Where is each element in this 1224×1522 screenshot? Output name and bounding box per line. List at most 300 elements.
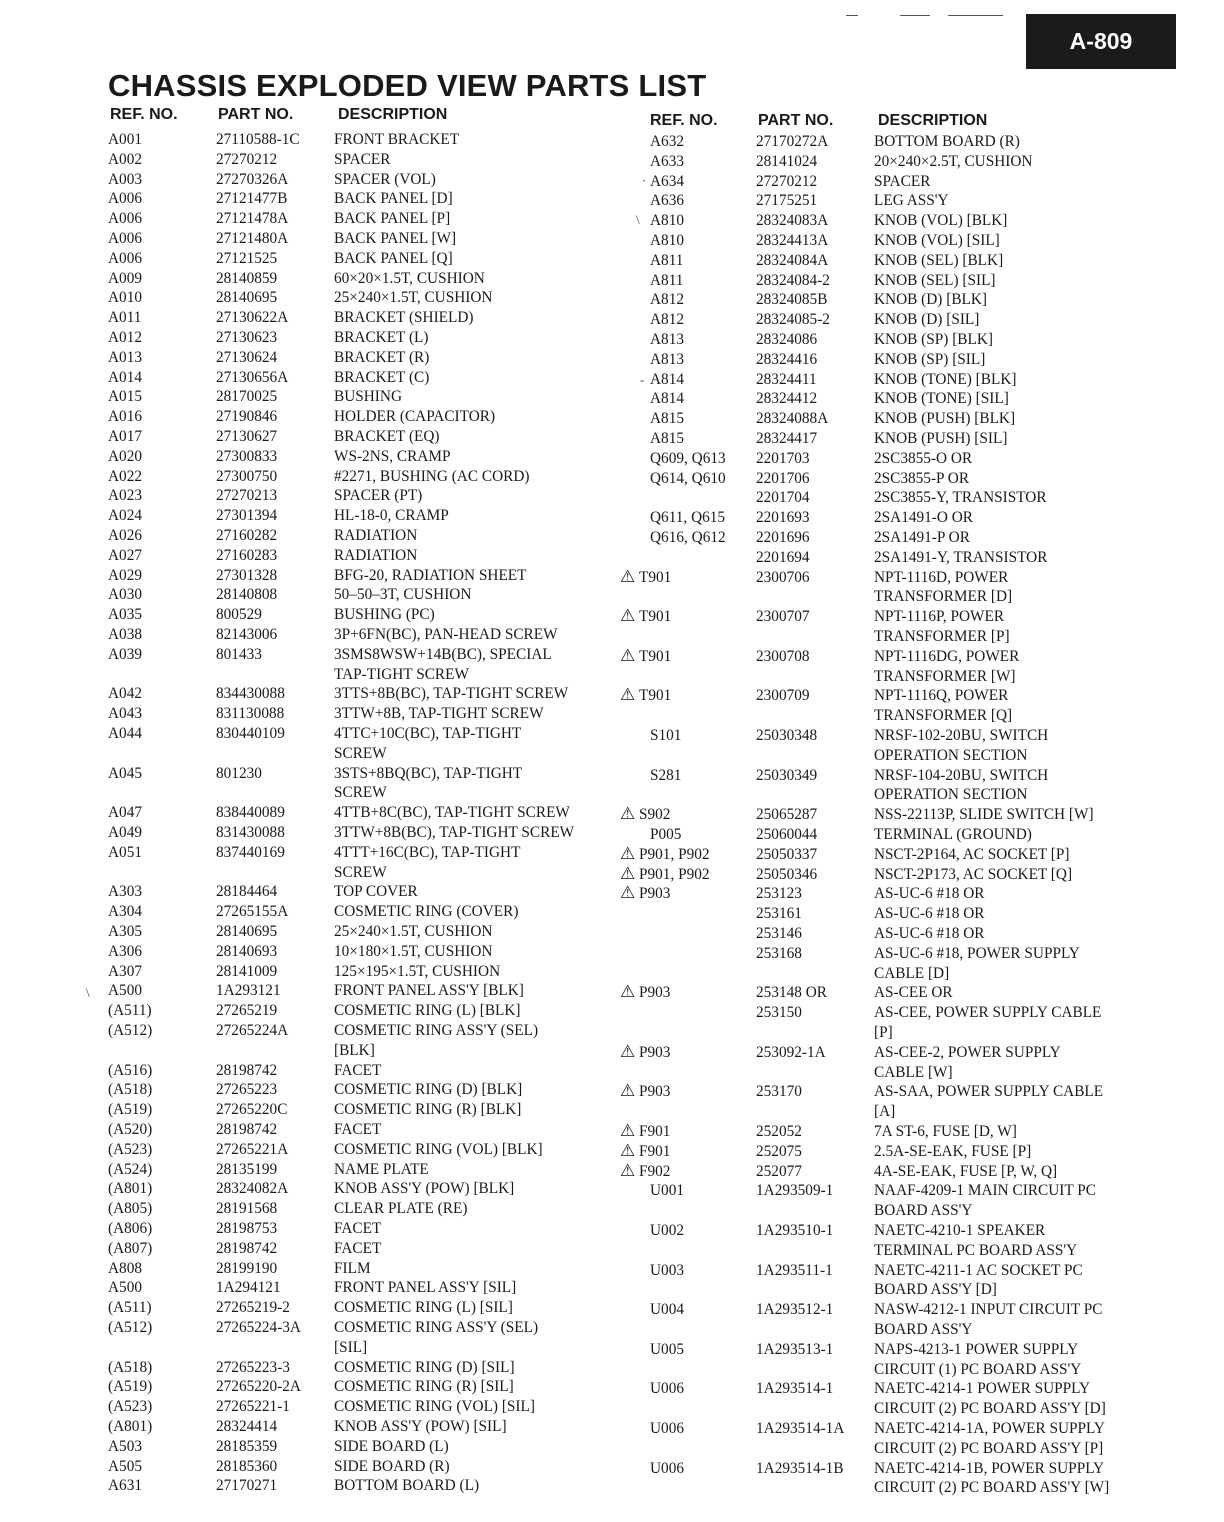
ref-no-cell	[108, 1397, 152, 1417]
caution-triangle-icon: ⚠	[620, 804, 636, 825]
ref-no-text: A633	[650, 152, 684, 170]
ref-no-text: A503	[108, 1437, 142, 1455]
description-cell: SIDE BOARD (R)	[334, 1457, 450, 1475]
ref-no-text: (A801)	[108, 1180, 153, 1198]
part-no-cell: 27130624	[216, 348, 278, 366]
part-no-cell: 27130656A	[216, 368, 289, 386]
part-no-cell: 28140695	[216, 289, 278, 307]
description-cell: RADIATION	[334, 527, 418, 544]
table-row	[612, 568, 1212, 608]
ref-no-text: P901, P902	[639, 865, 710, 883]
ref-no-text: P903	[639, 984, 671, 1002]
description-cell: COSMETIC RING ASS'Y (SEL) [SIL]	[334, 1319, 539, 1356]
ref-no-text: A044	[108, 725, 142, 742]
part-no-cell: 2201696	[756, 529, 810, 546]
caution-triangle-icon: ⚠	[620, 1121, 636, 1141]
part-no-cell: 27301394	[216, 507, 278, 525]
ref-no-text: F902	[639, 1162, 671, 1180]
ref-no-text: Q611, Q615	[650, 509, 726, 527]
ref-no-cell	[108, 1437, 142, 1457]
ref-no-cell	[108, 209, 142, 229]
description-cell: #2271, BUSHING (AC CORD)	[334, 467, 530, 485]
part-no-cell: 25030348	[756, 727, 818, 744]
ref-no-text: (A523)	[108, 1140, 153, 1158]
ref-no-cell	[108, 387, 142, 407]
description-cell: KNOB (PUSH) [BLK]	[874, 410, 1016, 428]
description-cell: AS-UC-6 #18 OR	[874, 905, 985, 923]
ref-no-cell	[650, 231, 684, 251]
part-no-cell: 28324082A	[216, 1180, 289, 1198]
part-no-cell: 82143006	[216, 626, 278, 643]
description-cell: BACK PANEL [W]	[334, 230, 457, 247]
ref-no-cell	[650, 191, 684, 211]
ref-no-cell	[108, 843, 142, 863]
ref-no-text: A010	[108, 289, 142, 307]
part-no-cell: 1A293514-1	[756, 1380, 834, 1398]
description-cell: AS-CEE, POWER SUPPLY CABLE [P]	[874, 1004, 1102, 1041]
ref-no-text: A027	[108, 546, 142, 564]
ref-no-cell	[650, 1300, 684, 1320]
table-row	[612, 1221, 1212, 1261]
ref-no-text: A024	[108, 507, 142, 525]
ref-no-cell	[620, 647, 671, 667]
table-row	[612, 1181, 1212, 1221]
ref-no-text: U006	[650, 1380, 684, 1398]
ref-no-text: (A524)	[108, 1160, 153, 1178]
ref-no-text: P903	[639, 1043, 671, 1061]
part-no-cell: 252075	[756, 1142, 802, 1160]
ref-no-text: U003	[650, 1261, 684, 1279]
description-cell: 7A ST-6, FUSE [D, W]	[874, 1123, 1017, 1140]
ref-no-cell	[108, 605, 142, 625]
description-cell: 4TTB+8C(BC), TAP-TIGHT SCREW	[334, 804, 570, 822]
ref-no-cell	[650, 172, 684, 192]
ref-no-text: A306	[108, 942, 142, 960]
ref-no-cell	[108, 1259, 142, 1279]
ref-no-cell	[108, 803, 142, 823]
description-cell: SPACER	[874, 172, 931, 190]
description-cell: FRONT BRACKET	[334, 131, 460, 148]
ref-no-text: A029	[108, 566, 142, 584]
part-no-cell: 28185360	[216, 1457, 278, 1475]
ref-no-text: (A520)	[108, 1121, 153, 1138]
description-cell: NSCT-2P173, AC SOCKET [Q]	[874, 865, 1073, 883]
description-cell: 3STS+8BQ(BC), TAP-TIGHT SCREW	[334, 764, 523, 802]
top-rule	[900, 15, 930, 16]
description-cell: NAPS-4213-1 POWER SUPPLY CIRCUIT (1) PC BOARD ASS'Y	[874, 1340, 1082, 1378]
ref-no-text: (A805)	[108, 1200, 153, 1218]
caution-triangle-icon: ⚠	[620, 1160, 636, 1181]
part-no-cell: 27300833	[216, 447, 278, 465]
ref-no-cell	[108, 684, 142, 704]
ref-no-text: A001	[108, 131, 142, 148]
description-cell: NAETC-4211-1 AC SOCKET PC BOARD ASS'Y [D]	[874, 1261, 1083, 1299]
ref-no-text: S281	[650, 766, 682, 784]
ref-no-cell	[108, 942, 142, 962]
description-cell: NAETC-4214-1A, POWER SUPPLY CIRCUIT (2) PC BOARD ASS'Y [P]	[874, 1420, 1105, 1457]
part-no-cell: 28324084-2	[756, 271, 830, 289]
part-no-cell: 1A293514-1A	[756, 1420, 845, 1437]
caution-triangle-icon: ⚠	[620, 1041, 636, 1062]
part-no-cell: 27110588-1C	[216, 131, 300, 148]
description-cell: NAAF-4209-1 MAIN CIRCUIT PC BOARD ASS'Y	[874, 1182, 1096, 1220]
part-no-cell: 27121525	[216, 249, 278, 267]
description-cell: BOTTOM BOARD (R)	[874, 133, 1020, 150]
description-cell: KNOB (SP) [BLK]	[874, 331, 993, 348]
ref-no-text: A814	[650, 370, 684, 388]
ref-no-cell	[108, 328, 142, 348]
ref-no-text: S101	[650, 727, 682, 744]
description-cell: FACET	[334, 1121, 382, 1138]
description-cell: NPT-1116D, POWER TRANSFORMER [D]	[874, 568, 1013, 606]
part-no-cell: 27190846	[216, 408, 278, 426]
part-no-cell: 1A294121	[216, 1279, 281, 1297]
description-cell: KNOB (PUSH) [SIL]	[874, 430, 1008, 447]
table-row	[0, 724, 600, 764]
description-cell: AS-CEE-2, POWER SUPPLY CABLE [W]	[874, 1043, 1061, 1081]
description-cell: KNOB (VOL) [SIL]	[874, 232, 1000, 249]
description-cell: FACET	[334, 1061, 382, 1079]
part-no-cell: 28140859	[216, 269, 278, 287]
table-row	[612, 647, 1212, 687]
part-no-cell: 28198742	[216, 1121, 278, 1138]
part-no-cell: 27265221A	[216, 1140, 289, 1158]
ref-no-text: T901	[639, 568, 672, 586]
ref-no-text: A812	[650, 311, 684, 329]
part-no-cell: 2201703	[756, 449, 810, 467]
left-header-part: PART NO.	[218, 106, 294, 123]
ref-no-cell	[108, 1318, 152, 1338]
part-no-cell: 838440089	[216, 804, 285, 822]
ref-no-text: A812	[650, 291, 684, 309]
table-row	[0, 1476, 600, 1516]
description-cell: KNOB (VOL) [BLK]	[874, 212, 1008, 230]
part-no-cell: 2201704	[756, 489, 810, 507]
ref-no-cell	[108, 585, 142, 605]
part-no-cell: 27175251	[756, 192, 818, 210]
ref-no-text: A304	[108, 903, 142, 921]
description-cell: KNOB (D) [SIL]	[874, 311, 980, 329]
ref-no-text: A003	[108, 170, 142, 188]
ref-no-text: A006	[108, 230, 142, 247]
part-no-cell: 27265224-3A	[216, 1319, 301, 1336]
ref-no-cell	[108, 902, 142, 922]
ref-no-cell	[620, 568, 671, 588]
description-cell: KNOB ASS'Y (POW) [BLK]	[334, 1180, 515, 1198]
ref-no-text: A049	[108, 824, 142, 841]
part-no-cell: 28170025	[216, 388, 278, 406]
part-no-cell: 27121478A	[216, 210, 289, 228]
ref-no-cell	[620, 805, 670, 825]
ref-no-cell	[108, 407, 142, 427]
description-cell: KNOB (SEL) [BLK]	[874, 251, 1004, 269]
top-rule	[948, 15, 1003, 16]
ref-no-cell	[108, 1061, 152, 1081]
description-cell: 3P+6FN(BC), PAN-HEAD SCREW	[334, 626, 558, 643]
ref-no-cell	[108, 724, 142, 744]
ref-no-cell	[108, 1140, 152, 1160]
table-row	[0, 843, 600, 883]
table-row	[612, 1379, 1212, 1419]
ref-no-text: (A511)	[108, 1002, 152, 1020]
description-cell: CLEAR PLATE (RE)	[334, 1200, 468, 1218]
part-no-cell: 1A293513-1	[756, 1340, 834, 1358]
description-cell: COSMETIC RING (R) [BLK]	[334, 1101, 522, 1119]
ref-no-text: A636	[650, 192, 684, 210]
part-no-cell: 1A293514-1B	[756, 1459, 844, 1477]
ref-no-text: A006	[108, 210, 142, 228]
ref-no-text: A811	[650, 271, 684, 289]
ref-no-cell	[108, 1476, 142, 1496]
ref-no-cell	[108, 229, 142, 249]
part-no-cell: 253168	[756, 944, 802, 962]
description-cell: 3TTW+8B, TAP-TIGHT SCREW	[334, 705, 544, 723]
description-cell: 4TTT+16C(BC), TAP-TIGHT SCREW	[334, 843, 521, 881]
part-no-cell: 28324083A	[756, 212, 829, 230]
ref-no-text: A811	[650, 251, 684, 269]
part-no-cell: 27130623	[216, 329, 278, 346]
part-no-cell: 28324417	[756, 430, 818, 447]
part-no-cell: 27265223	[216, 1081, 278, 1099]
ref-no-cell	[650, 310, 684, 330]
description-cell: NAETC-4210-1 SPEAKER TERMINAL PC BOARD ASS'Y	[874, 1222, 1078, 1259]
description-cell: BUSHING	[334, 388, 402, 406]
ref-no-text: U005	[650, 1340, 684, 1358]
ref-no-cell	[108, 922, 142, 942]
ref-no-cell	[108, 170, 142, 190]
ref-no-text: A047	[108, 804, 142, 822]
description-cell: 2SC3855-O OR	[874, 449, 973, 467]
part-no-cell: 1A293121	[216, 982, 281, 1000]
part-no-cell: 27270213	[216, 487, 278, 505]
ref-no-text: A814	[650, 390, 684, 408]
ref-no-text: A011	[108, 309, 142, 327]
part-no-cell: 28324416	[756, 350, 818, 368]
description-cell: NRSF-104-20BU, SWITCH OPERATION SECTION	[874, 766, 1049, 804]
part-no-cell: 27265224A	[216, 1022, 289, 1039]
ref-no-cell	[650, 1379, 684, 1399]
description-cell: 25×240×1.5T, CUSHION	[334, 923, 493, 940]
part-no-cell: 253123	[756, 885, 802, 903]
ref-no-text: A016	[108, 408, 142, 426]
part-no-cell: 27130627	[216, 428, 278, 445]
ref-no-text: U002	[650, 1222, 684, 1239]
ref-no-text: A051	[108, 843, 142, 861]
description-cell: NRSF-102-20BU, SWITCH OPERATION SECTION	[874, 727, 1049, 764]
part-no-cell: 27301328	[216, 566, 278, 584]
ref-no-cell	[650, 766, 681, 786]
part-no-cell: 28324411	[756, 370, 817, 388]
ref-no-text: P903	[639, 885, 671, 903]
table-row	[612, 1340, 1212, 1380]
description-cell: FRONT PANEL ASS'Y [BLK]	[334, 982, 524, 1000]
ref-no-cell	[650, 409, 684, 429]
part-no-cell: 2300707	[756, 608, 810, 626]
part-no-cell: 28324088A	[756, 410, 829, 428]
caution-triangle-icon: ⚠	[620, 863, 636, 884]
margin-tick-mark: ·	[642, 173, 647, 188]
ref-no-text: A307	[108, 962, 142, 980]
ref-no-cell	[108, 348, 142, 368]
ref-no-text: A505	[108, 1457, 142, 1475]
description-cell: BRACKET (L)	[334, 329, 429, 346]
ref-no-cell	[650, 152, 684, 172]
description-cell: AS-SAA, POWER SUPPLY CABLE [A]	[874, 1083, 1104, 1121]
part-no-cell: 253092-1A	[756, 1043, 826, 1061]
ref-no-cell	[650, 1221, 684, 1241]
description-cell: 4TTC+10C(BC), TAP-TIGHT SCREW	[334, 725, 522, 762]
part-no-cell: 801230	[216, 764, 262, 782]
part-no-cell: 27265220-2A	[216, 1378, 301, 1396]
ref-no-text: T901	[639, 647, 672, 665]
part-no-cell: 28324413A	[756, 232, 829, 249]
ref-no-cell	[108, 189, 142, 209]
ref-no-cell	[108, 1179, 152, 1199]
ref-no-text: A026	[108, 527, 142, 544]
description-cell: 4A-SE-EAK, FUSE [P, W, Q]	[874, 1162, 1058, 1180]
ref-no-cell	[650, 469, 726, 489]
page-title: CHASSIS EXPLODED VIEW PARTS LIST	[108, 68, 707, 103]
part-no-cell: 27170272A	[756, 133, 829, 150]
right-header-ref: REF. NO.	[650, 112, 718, 129]
ref-no-cell	[650, 350, 684, 370]
part-no-cell: 28140808	[216, 586, 278, 604]
description-cell: 2SC3855-P OR	[874, 469, 970, 487]
ref-no-cell	[620, 686, 671, 706]
part-no-cell: 253161	[756, 905, 802, 923]
ref-no-cell	[108, 249, 142, 269]
ref-no-cell	[620, 1142, 670, 1162]
part-no-cell: 28135199	[216, 1160, 278, 1178]
table-row	[612, 1003, 1212, 1043]
ref-no-text: A038	[108, 626, 142, 643]
ref-no-text: (A807)	[108, 1239, 153, 1257]
part-no-cell: 1A293509-1	[756, 1182, 834, 1200]
ref-no-text: S902	[639, 806, 671, 824]
description-cell: NSS-22113P, SLIDE SWITCH [W]	[874, 806, 1094, 824]
ref-no-text: A632	[650, 133, 684, 150]
ref-no-cell	[108, 981, 142, 1001]
part-no-cell: 27300750	[216, 467, 278, 485]
part-no-cell: 27270326A	[216, 170, 289, 188]
ref-no-text: A813	[650, 350, 684, 368]
margin-tick-mark: \	[86, 985, 90, 1000]
description-cell: TOP COVER	[334, 883, 418, 901]
ref-no-text: A014	[108, 368, 142, 386]
ref-no-cell	[108, 308, 141, 328]
description-cell: SPACER (PT)	[334, 487, 423, 505]
part-no-cell: 28140693	[216, 942, 278, 960]
caution-triangle-icon: ⚠	[620, 843, 636, 864]
part-no-cell: 27265219-2	[216, 1299, 290, 1317]
ref-no-cell	[108, 1120, 152, 1140]
part-no-cell: 27270212	[216, 150, 278, 168]
description-cell: BACK PANEL [Q]	[334, 249, 453, 267]
description-cell: AS-CEE OR	[874, 984, 953, 1002]
right-parts-table	[612, 112, 1212, 1512]
part-no-cell: 27121480A	[216, 230, 289, 247]
ref-no-text: (A518)	[108, 1358, 153, 1376]
description-cell: NAME PLATE	[334, 1160, 429, 1178]
description-cell: WS-2NS, CRAMP	[334, 447, 451, 465]
description-cell: NPT-1116P, POWER TRANSFORMER [P]	[874, 608, 1010, 645]
ref-no-cell	[650, 726, 681, 746]
description-cell: TERMINAL (GROUND)	[874, 826, 1032, 843]
ref-no-cell	[108, 1358, 152, 1378]
part-no-cell: 27121477B	[216, 190, 288, 208]
ref-no-text: A634	[650, 172, 684, 190]
part-no-cell: 28185359	[216, 1437, 278, 1455]
table-row	[612, 726, 1212, 766]
ref-no-cell	[620, 1162, 670, 1182]
ref-no-cell	[108, 645, 142, 665]
ref-no-text: A020	[108, 447, 142, 465]
ref-no-text: A012	[108, 329, 142, 346]
part-no-cell: 28184464	[216, 883, 278, 901]
ref-no-text: U006	[650, 1420, 684, 1437]
ref-no-text: A017	[108, 428, 142, 445]
part-no-cell: 27265155A	[216, 903, 289, 921]
ref-no-cell	[108, 1080, 152, 1100]
ref-no-cell	[108, 288, 142, 308]
ref-no-text: A022	[108, 467, 142, 485]
ref-no-text: P005	[650, 826, 682, 843]
part-no-cell: 2300706	[756, 568, 810, 586]
description-cell: 3TTS+8B(BC), TAP-TIGHT SCREW	[334, 685, 569, 703]
description-cell: NASW-4212-1 INPUT CIRCUIT PC BOARD ASS'Y	[874, 1301, 1103, 1338]
ref-no-text: A808	[108, 1259, 142, 1277]
part-no-cell: 28324086	[756, 331, 818, 348]
ref-no-text: U006	[650, 1459, 684, 1477]
table-row	[612, 766, 1212, 806]
description-cell: COSMETIC RING (R) [SIL]	[334, 1378, 514, 1396]
part-no-cell: 2201693	[756, 509, 810, 527]
ref-no-cell	[108, 882, 142, 902]
description-cell: 2SA1491-P OR	[874, 529, 970, 546]
ref-no-cell	[650, 1181, 684, 1201]
ref-no-text: A815	[650, 430, 684, 447]
ref-no-text: A042	[108, 685, 142, 703]
description-cell: 25×240×1.5T, CUSHION	[334, 289, 493, 307]
ref-no-cell	[650, 1261, 684, 1281]
description-cell: 2SC3855-Y, TRANSISTOR	[874, 489, 1047, 507]
ref-no-cell	[108, 130, 142, 150]
ref-no-cell	[108, 1100, 152, 1120]
ref-no-text: (A512)	[108, 1319, 153, 1336]
ref-no-text: (A511)	[108, 1299, 152, 1317]
part-no-cell: 25060044	[756, 826, 818, 843]
description-cell: BRACKET (EQ)	[334, 428, 440, 445]
part-no-cell: 834430088	[216, 685, 285, 703]
part-no-cell: 27160283	[216, 546, 278, 564]
ref-no-cell	[108, 764, 142, 784]
description-cell: SIDE BOARD (L)	[334, 1437, 449, 1455]
description-cell: KNOB ASS'Y (POW) [SIL]	[334, 1418, 507, 1435]
ref-no-cell	[108, 486, 142, 506]
description-cell: BACK PANEL [D]	[334, 190, 453, 208]
part-no-cell: 25050346	[756, 865, 818, 883]
table-row	[612, 944, 1212, 984]
part-no-cell: 831130088	[216, 705, 285, 723]
description-cell: BACK PANEL [P]	[334, 210, 451, 228]
part-no-cell: 1A293512-1	[756, 1301, 834, 1319]
table-row	[612, 1082, 1212, 1122]
table-row	[612, 686, 1212, 726]
ref-no-cell	[650, 429, 684, 449]
ref-no-text: A810	[650, 212, 684, 230]
ref-no-text: A006	[108, 190, 142, 208]
ref-no-cell	[108, 962, 142, 982]
